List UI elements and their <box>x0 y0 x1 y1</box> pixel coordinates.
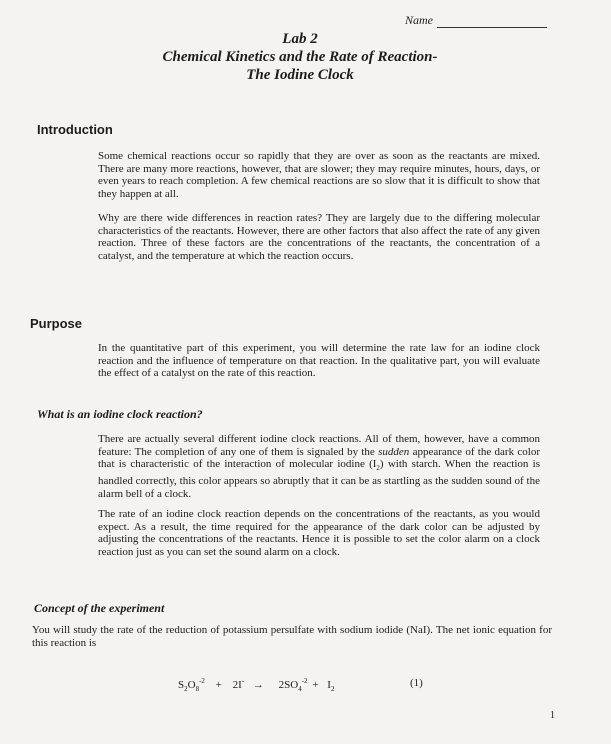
net-ionic-equation <box>178 677 334 693</box>
eq-iodide: 2I <box>232 678 242 691</box>
concept-heading: Concept of the experiment <box>34 601 165 615</box>
title-block <box>100 30 500 84</box>
eq-iodine: I <box>327 678 331 691</box>
eq-arrow: → <box>252 678 264 691</box>
emphasis-sudden: sudden <box>378 445 410 458</box>
what-is-para-1-a: There are actually several different iodine clock reactions. All of them, however, have a common feature: The completion of any one of them is signaled by the <box>98 433 540 458</box>
what-is-para-1-c: ) with starch. When the reaction is handled correctly, this color appears so abruptly that it can be as startling as the sudden sound of the alarm bell of a clock. <box>98 458 540 500</box>
page-mark: 1 <box>550 710 555 721</box>
introduction-para-1: Some chemical reactions occur so rapidly that they are over as soon as the reactants are mixed. There are many more reactions, however, that are slower; they may require minutes, hours, days, or even years to reach completion. A few chemical reactions are so slow that it is difficult to show that they happen at all. <box>98 150 540 200</box>
title-line-2: The Iodine Clock <box>246 67 354 83</box>
eq-plus-2: + <box>312 678 319 691</box>
eq-iodide-charge: - <box>241 677 245 685</box>
iodine-subscript: 2 <box>376 464 380 473</box>
eq-iodine-sub: 2 <box>330 684 335 693</box>
eq-s-sub: 2 <box>184 684 188 693</box>
purpose-heading: Purpose <box>30 316 83 331</box>
introduction-para-2: Why are there wide differences in reaction rates? They are largely due to the differing molecular characteristics of the reactants. However, there are other factors that also affect the rate of any given reaction. Three of these factors are the concentrations of the reactants, the concentration of a catalyst, and the temperature at which the reaction occurs. <box>98 212 540 262</box>
name-blank-line <box>437 12 547 28</box>
lab-number: Lab 2 <box>282 31 318 47</box>
what-is-para-1 <box>98 433 540 500</box>
what-is-para-2: The rate of an iodine clock reaction depends on the concentrations of the reactants, as you would expect. As a result, the time required for the appearance of the dark color can be adjusted by adjusting the concentrations of the reactants. Hence it is possible to set the color alarm on a clock reaction just as you can set the sound alarm on a clock. <box>98 508 540 558</box>
eq-sulfate: 2SO <box>278 678 299 691</box>
title-line-1: Chemical Kinetics and the Rate of Reaction- <box>162 49 438 65</box>
eq-o-sub: 8 <box>195 684 200 693</box>
what-is-heading: What is an iodine clock reaction? <box>37 407 203 421</box>
equation-number: (1) <box>410 677 423 689</box>
introduction-heading: Introduction <box>37 122 113 137</box>
eq-s: S <box>178 678 185 691</box>
eq-plus-1: + <box>215 678 222 691</box>
purpose-para: In the quantitative part of this experiment, you will determine the rate law for an iodine clock reaction and the influence of temperature on that reaction. In the qualitative part, you will evaluate the effect of a catalyst on the rate of this reaction. <box>98 342 540 380</box>
eq-sulfate-charge: -2 <box>301 677 308 685</box>
eq-sulfate-sub: 4 <box>298 684 302 693</box>
eq-o: O <box>187 678 196 691</box>
name-label: Name <box>405 13 433 27</box>
what-is-para-1-b: appearance of the dark color that is characteristic of the interaction of molecular iodine (I <box>98 445 540 471</box>
eq-persulfate-charge: -2 <box>199 677 205 685</box>
concept-para: You will study the rate of the reduction of potassium persulfate with sodium iodide (NaI). The net ionic equation for this reaction is <box>32 624 552 649</box>
name-field <box>405 12 547 28</box>
